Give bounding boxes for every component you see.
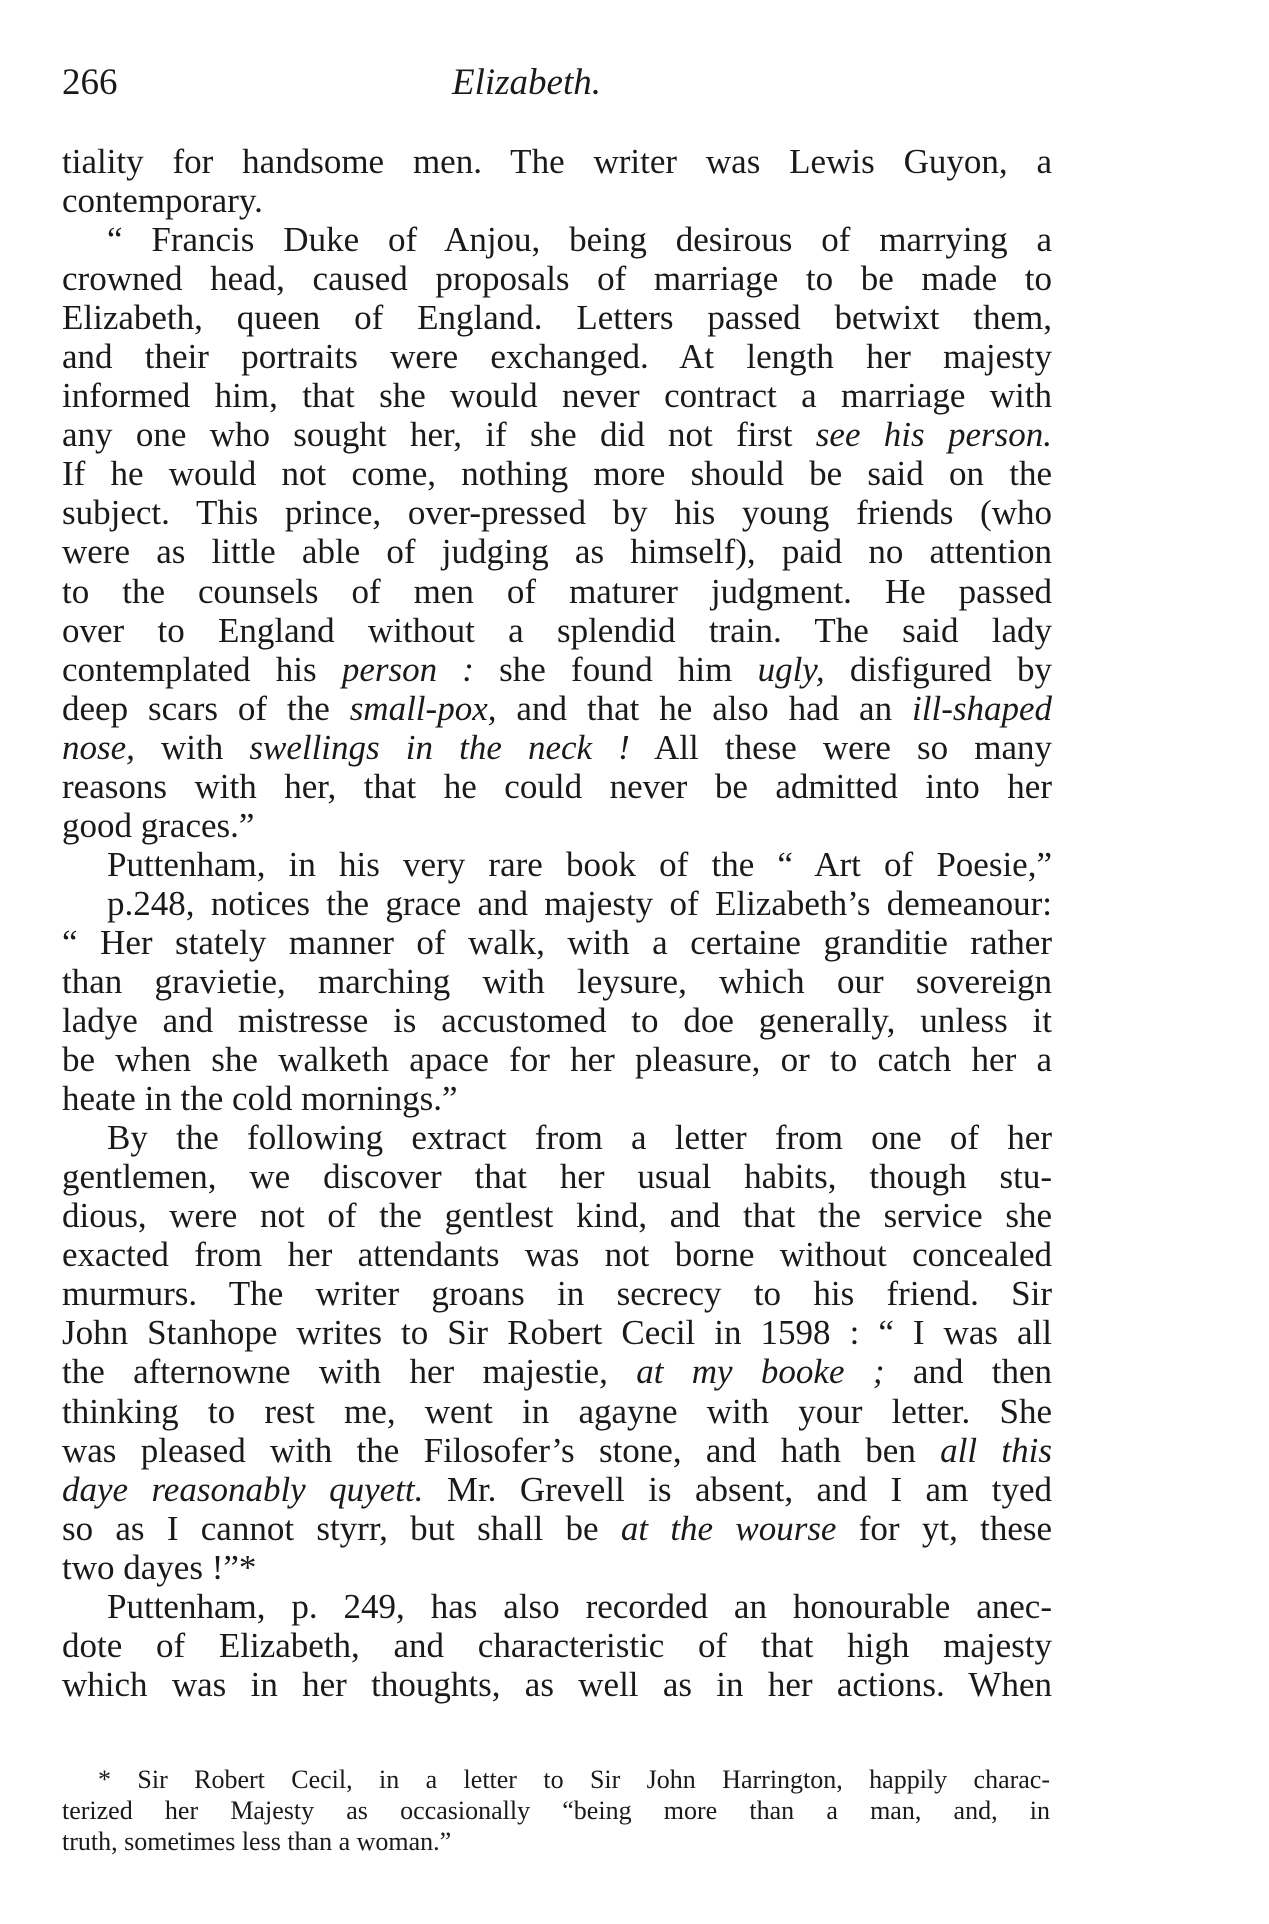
footnote-line: * Sir Robert Cecil, in a letter to Sir John Harrington, happily charac- bbox=[98, 1765, 1050, 1794]
text-line bbox=[62, 454, 1052, 493]
text-segment: tiality for handsome men. The writer was Lewis Guyon, a bbox=[62, 142, 1052, 181]
text-segment: subject. This prince, over-pressed by his young friends (who bbox=[62, 493, 1052, 533]
text-line bbox=[62, 806, 1052, 845]
text-segment: and their portraits were exchanged. At length her majesty bbox=[62, 337, 1052, 377]
text-line bbox=[62, 337, 1052, 376]
text-line bbox=[62, 611, 1052, 650]
text-line bbox=[62, 923, 1052, 962]
text-segment: contemplated his bbox=[62, 649, 342, 689]
text-segment: for yt, these bbox=[836, 1508, 1053, 1548]
italic-text: person : bbox=[341, 649, 474, 689]
text-segment: dious, were not of the gentlest kind, and that the service she bbox=[62, 1196, 1052, 1236]
text-line bbox=[62, 572, 1052, 611]
text-segment: By the following extract from a letter from one of her bbox=[107, 1118, 1052, 1158]
text-line bbox=[62, 1626, 1052, 1665]
text-line bbox=[62, 767, 1052, 806]
text-segment: Puttenham, p. 249, has also recorded an honourable anec- bbox=[107, 1586, 1052, 1626]
text-line bbox=[62, 1040, 1052, 1079]
text-segment: any one who sought her, if she did not first bbox=[62, 415, 816, 455]
text-segment: murmurs. The writer groans in secrecy to his friend. Sir bbox=[62, 1274, 1052, 1314]
text-segment: heate in the cold mornings.” bbox=[62, 1079, 458, 1119]
text-line bbox=[62, 728, 1052, 767]
text-segment: Puttenham, in his very rare book of the “ Art of Poesie,” bbox=[107, 844, 1052, 884]
text-line bbox=[62, 1079, 1052, 1118]
page-number: 266 bbox=[62, 62, 118, 103]
text-line bbox=[62, 962, 1052, 1001]
text-line bbox=[62, 1665, 1052, 1704]
text-segment: dote of Elizabeth, and characteristic of that high majesty bbox=[62, 1625, 1052, 1665]
text-segment: be when she walketh apace for her pleasure, or to catch her a bbox=[62, 1040, 1052, 1080]
text-segment: Mr. Grevell is absent, and I am tyed bbox=[423, 1469, 1052, 1509]
text-line bbox=[62, 845, 1052, 884]
text-line bbox=[62, 1235, 1052, 1274]
italic-text: ugly, bbox=[757, 649, 825, 689]
text-segment: was pleased with the Filosofer’s stone, and hath ben bbox=[62, 1430, 941, 1470]
italic-text: ill-shaped bbox=[912, 688, 1052, 728]
text-segment: disfigured by bbox=[824, 649, 1052, 689]
text-segment: “ Francis Duke of Anjou, being desirous of marrying a bbox=[107, 220, 1052, 260]
text-segment: gentlemen, we discover that her usual habits, though stu- bbox=[62, 1157, 1052, 1197]
text-line bbox=[62, 1001, 1052, 1040]
text-line bbox=[62, 1587, 1052, 1626]
text-segment: All these were so many bbox=[629, 727, 1052, 767]
text-segment: “ Her stately manner of walk, with a certaine granditie rather bbox=[62, 922, 1052, 962]
italic-text: all this bbox=[940, 1430, 1052, 1470]
text-segment: Elizabeth, queen of England. Letters passed betwixt them, bbox=[62, 298, 1052, 338]
footnote-line: terized her Majesty as occasionally “being more than a man, and, in bbox=[62, 1796, 1050, 1825]
text-line bbox=[62, 1548, 1052, 1587]
text-line bbox=[62, 1274, 1052, 1313]
text-line bbox=[62, 650, 1052, 689]
text-line bbox=[62, 1118, 1052, 1157]
text-segment: p.248, notices the grace and majesty of Elizabeth’s demeanour: bbox=[107, 883, 1052, 923]
text-line bbox=[62, 298, 1052, 337]
text-segment: and then bbox=[884, 1352, 1053, 1392]
text-line bbox=[62, 220, 1052, 259]
footnote-line: truth, sometimes less than a woman.” bbox=[62, 1827, 452, 1856]
italic-text: swellings in the neck ! bbox=[249, 727, 630, 767]
text-segment: exacted from her attendants was not borne without concealed bbox=[62, 1235, 1052, 1275]
text-line bbox=[62, 1157, 1052, 1196]
text-segment: two dayes !”* bbox=[62, 1547, 257, 1587]
text-segment: thinking to rest me, went in agayne with your letter. She bbox=[62, 1391, 1052, 1431]
text-line bbox=[62, 1470, 1052, 1509]
text-segment: John Stanhope writes to Sir Robert Cecil in 1598 : “ I was all bbox=[62, 1313, 1052, 1353]
text-line bbox=[62, 376, 1052, 415]
text-line bbox=[62, 1509, 1052, 1548]
text-segment: were as little able of judging as himself), paid no attention bbox=[62, 532, 1052, 572]
text-segment: good graces.” bbox=[62, 805, 255, 845]
text-segment: so as I cannot styrr, but shall be bbox=[62, 1508, 621, 1548]
page-header bbox=[62, 58, 1042, 108]
italic-text: daye reasonably quyett. bbox=[62, 1469, 424, 1509]
text-line bbox=[62, 689, 1052, 728]
text-line bbox=[62, 1313, 1052, 1352]
italic-text: see his person. bbox=[815, 415, 1052, 455]
text-segment: and that he also had an bbox=[496, 688, 913, 728]
text-line bbox=[62, 142, 1052, 181]
text-segment: If he would not come, nothing more should be said on the bbox=[62, 454, 1052, 494]
italic-text: at the wourse bbox=[620, 1508, 837, 1548]
text-line bbox=[62, 181, 1052, 220]
text-segment: to the counsels of men of maturer judgment. He passed bbox=[62, 571, 1052, 611]
text-line bbox=[62, 259, 1052, 298]
body-text bbox=[62, 142, 1052, 1704]
text-segment: crowned head, caused proposals of marriage to be made to bbox=[62, 259, 1052, 299]
italic-text: small-pox, bbox=[349, 688, 497, 728]
text-line bbox=[62, 1352, 1052, 1391]
text-segment: ladye and mistresse is accustomed to doe generally, unless it bbox=[62, 1001, 1052, 1041]
text-segment: informed him, that she would never contract a marriage with bbox=[62, 376, 1052, 416]
text-segment: she found him bbox=[473, 649, 758, 689]
text-segment: the afternowne with her majestie, bbox=[62, 1352, 637, 1392]
text-line bbox=[62, 1392, 1052, 1431]
text-segment: deep scars of the bbox=[62, 688, 350, 728]
text-segment: contemporary. bbox=[62, 181, 263, 221]
text-segment: which was in her thoughts, as well as in her actions. When bbox=[62, 1664, 1052, 1704]
running-title: Elizabeth. bbox=[452, 62, 602, 103]
text-line bbox=[62, 884, 1052, 923]
text-segment: than gravietie, marching with leysure, which our sovereign bbox=[62, 961, 1052, 1001]
text-line bbox=[62, 493, 1052, 532]
italic-text: at my booke ; bbox=[636, 1352, 885, 1392]
text-line bbox=[62, 1196, 1052, 1235]
footnote bbox=[62, 1764, 1050, 1857]
text-line bbox=[62, 415, 1052, 454]
text-segment: with bbox=[134, 727, 250, 767]
text-segment: over to England without a splendid train. The said lady bbox=[62, 610, 1052, 650]
text-line bbox=[62, 532, 1052, 571]
text-segment: reasons with her, that he could never be admitted into her bbox=[62, 766, 1052, 806]
text-line bbox=[62, 1431, 1052, 1470]
italic-text: nose, bbox=[62, 727, 135, 767]
